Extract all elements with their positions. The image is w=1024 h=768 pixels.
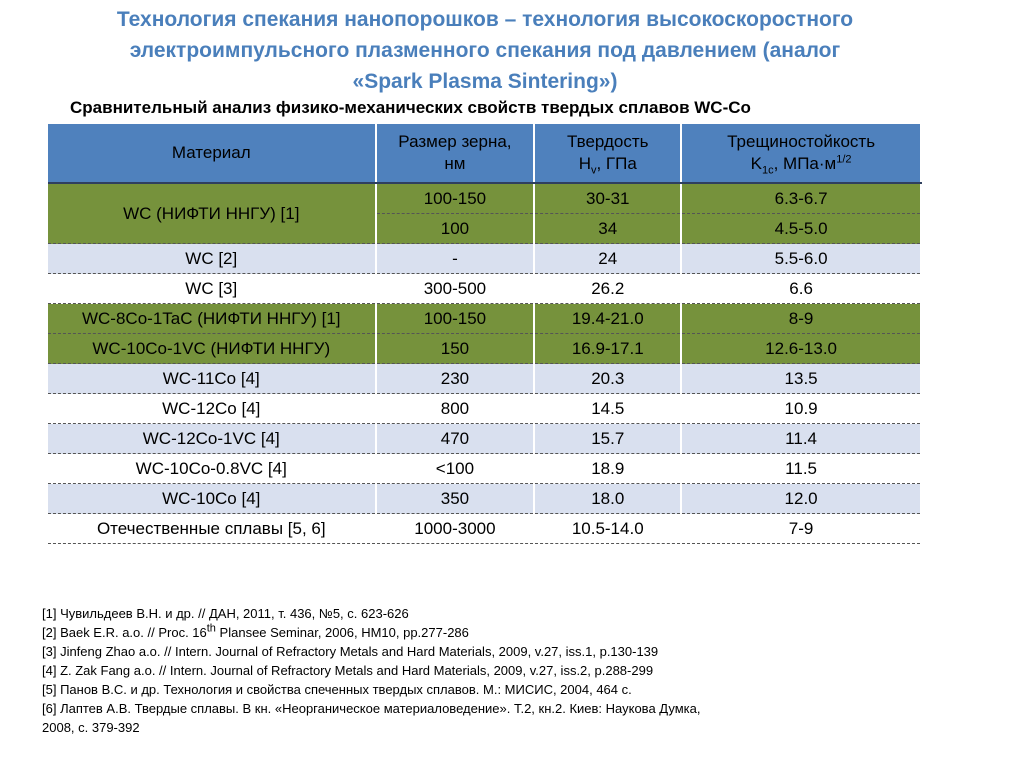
cell-material: WC (НИФТИ ННГУ) [1] xyxy=(48,183,376,244)
table-row xyxy=(48,424,921,454)
cell-hardness: 19.4-21.0 xyxy=(534,304,681,334)
cell-grain-size: 100-150 xyxy=(376,304,535,334)
cell-grain-size: 100-150 xyxy=(376,183,535,214)
reference-item: [5] Панов В.С. и др. Технология и свойства спеченных твердых сплавов. М.: МИСИС, 2004, 464 с. xyxy=(42,682,632,697)
cell-grain-size: - xyxy=(376,244,535,274)
cell-hardness: 10.5-14.0 xyxy=(534,514,681,544)
table-row xyxy=(48,454,921,484)
cell-hardness: 18.0 xyxy=(534,484,681,514)
title-line-3: «Spark Plasma Sintering») xyxy=(352,70,618,93)
cell-toughness: 12.6-13.0 xyxy=(681,334,921,364)
reference-item: [3] Jinfeng Zhao a.o. // Intern. Journal of Refractory Metals and Hard Materials, 2009, v.27, iss.1, p.130-139 xyxy=(42,644,659,659)
table-row xyxy=(48,304,921,334)
references-list xyxy=(42,604,942,737)
cell-toughness: 6.6 xyxy=(681,274,921,304)
title-line-2: электроимпульсного плазменного спекания под давлением (аналог xyxy=(129,39,841,62)
cell-grain-size: 470 xyxy=(376,424,535,454)
cell-grain-size: <100 xyxy=(376,454,535,484)
header-hardness: Твердость $H_v$, ГПа xyxy=(534,124,681,183)
slide-title xyxy=(30,4,940,97)
cell-material: WC [3] xyxy=(48,274,376,304)
cell-toughness: 13.5 xyxy=(681,364,921,394)
cell-grain-size: 1000-3000 xyxy=(376,514,535,544)
cell-grain-size: 100 xyxy=(376,214,535,244)
reference-item: [2] Baek E.R. a.o. // Proc. 16th Plansee Seminar, 2006, HM10, pp.277-286 xyxy=(42,622,469,640)
table-row xyxy=(48,244,921,274)
cell-hardness: 34 xyxy=(534,214,681,244)
cell-material: WC-10Co-0.8VC [4] xyxy=(48,454,376,484)
cell-material: WC-12Co-1VC [4] xyxy=(48,424,376,454)
cell-material: WC-10Co [4] xyxy=(48,484,376,514)
cell-material: WC-10Co-1VC (НИФТИ ННГУ) xyxy=(48,334,376,364)
header-fracture-toughness: Трещиностойкость $K_{1c}$, $МПа\cdot м^{1/2}$ xyxy=(681,124,921,183)
cell-grain-size: 150 xyxy=(376,334,535,364)
cell-grain-size: 230 xyxy=(376,364,535,394)
table-caption: Сравнительный анализ физико-механических свойств твердых сплавов WC-Co xyxy=(70,98,751,117)
cell-grain-size: 350 xyxy=(376,484,535,514)
reference-item: [6] Лаптев А.В. Твердые сплавы. В кн. «Неорганическое материаловедение». Т.2, кн.2. Киев: Наукова Думка, xyxy=(42,701,701,716)
cell-toughness: 6.3-6.7 xyxy=(681,183,921,214)
table-header-row xyxy=(48,124,921,183)
cell-hardness: 24 xyxy=(534,244,681,274)
cell-material: Отечественные сплавы [5, 6] xyxy=(48,514,376,544)
cell-hardness: 20.3 xyxy=(534,364,681,394)
cell-material: WC [2] xyxy=(48,244,376,274)
table-row xyxy=(48,484,921,514)
cell-grain-size: 300-500 xyxy=(376,274,535,304)
cell-toughness: 4.5-5.0 xyxy=(681,214,921,244)
table-row xyxy=(48,334,921,364)
cell-material: WC-8Co-1TaC (НИФТИ ННГУ) [1] xyxy=(48,304,376,334)
cell-hardness: 30-31 xyxy=(534,183,681,214)
table-row xyxy=(48,394,921,424)
reference-item: [1] Чувильдеев В.Н. и др. // ДАН, 2011, т. 436, №5, с. 623-626 xyxy=(42,606,409,621)
cell-toughness: 11.4 xyxy=(681,424,921,454)
reference-item: [4] Z. Zak Fang a.o. // Intern. Journal of Refractory Metals and Hard Materials, 2009, v.27, iss.2, p.288-299 xyxy=(42,663,654,678)
header-grain-size: Размер зерна, нм xyxy=(376,124,535,183)
table-row xyxy=(48,364,921,394)
cell-hardness: 26.2 xyxy=(534,274,681,304)
title-line-1: Технология спекания нанопорошков – технология высокоскоростного xyxy=(116,8,854,31)
cell-hardness: 15.7 xyxy=(534,424,681,454)
cell-hardness: 16.9-17.1 xyxy=(534,334,681,364)
header-material: Материал xyxy=(48,124,376,183)
table-row xyxy=(48,183,921,214)
table-row xyxy=(48,274,921,304)
cell-hardness: 14.5 xyxy=(534,394,681,424)
cell-toughness: 5.5-6.0 xyxy=(681,244,921,274)
cell-toughness: 12.0 xyxy=(681,484,921,514)
cell-material: WC-11Co [4] xyxy=(48,364,376,394)
cell-material: WC-12Co [4] xyxy=(48,394,376,424)
properties-table xyxy=(48,124,922,544)
cell-grain-size: 800 xyxy=(376,394,535,424)
cell-hardness: 18.9 xyxy=(534,454,681,484)
cell-toughness: 10.9 xyxy=(681,394,921,424)
reference-item-continuation: 2008, с. 379-392 xyxy=(42,720,140,735)
table-row xyxy=(48,514,921,544)
cell-toughness: 11.5 xyxy=(681,454,921,484)
cell-toughness: 7-9 xyxy=(681,514,921,544)
cell-toughness: 8-9 xyxy=(681,304,921,334)
